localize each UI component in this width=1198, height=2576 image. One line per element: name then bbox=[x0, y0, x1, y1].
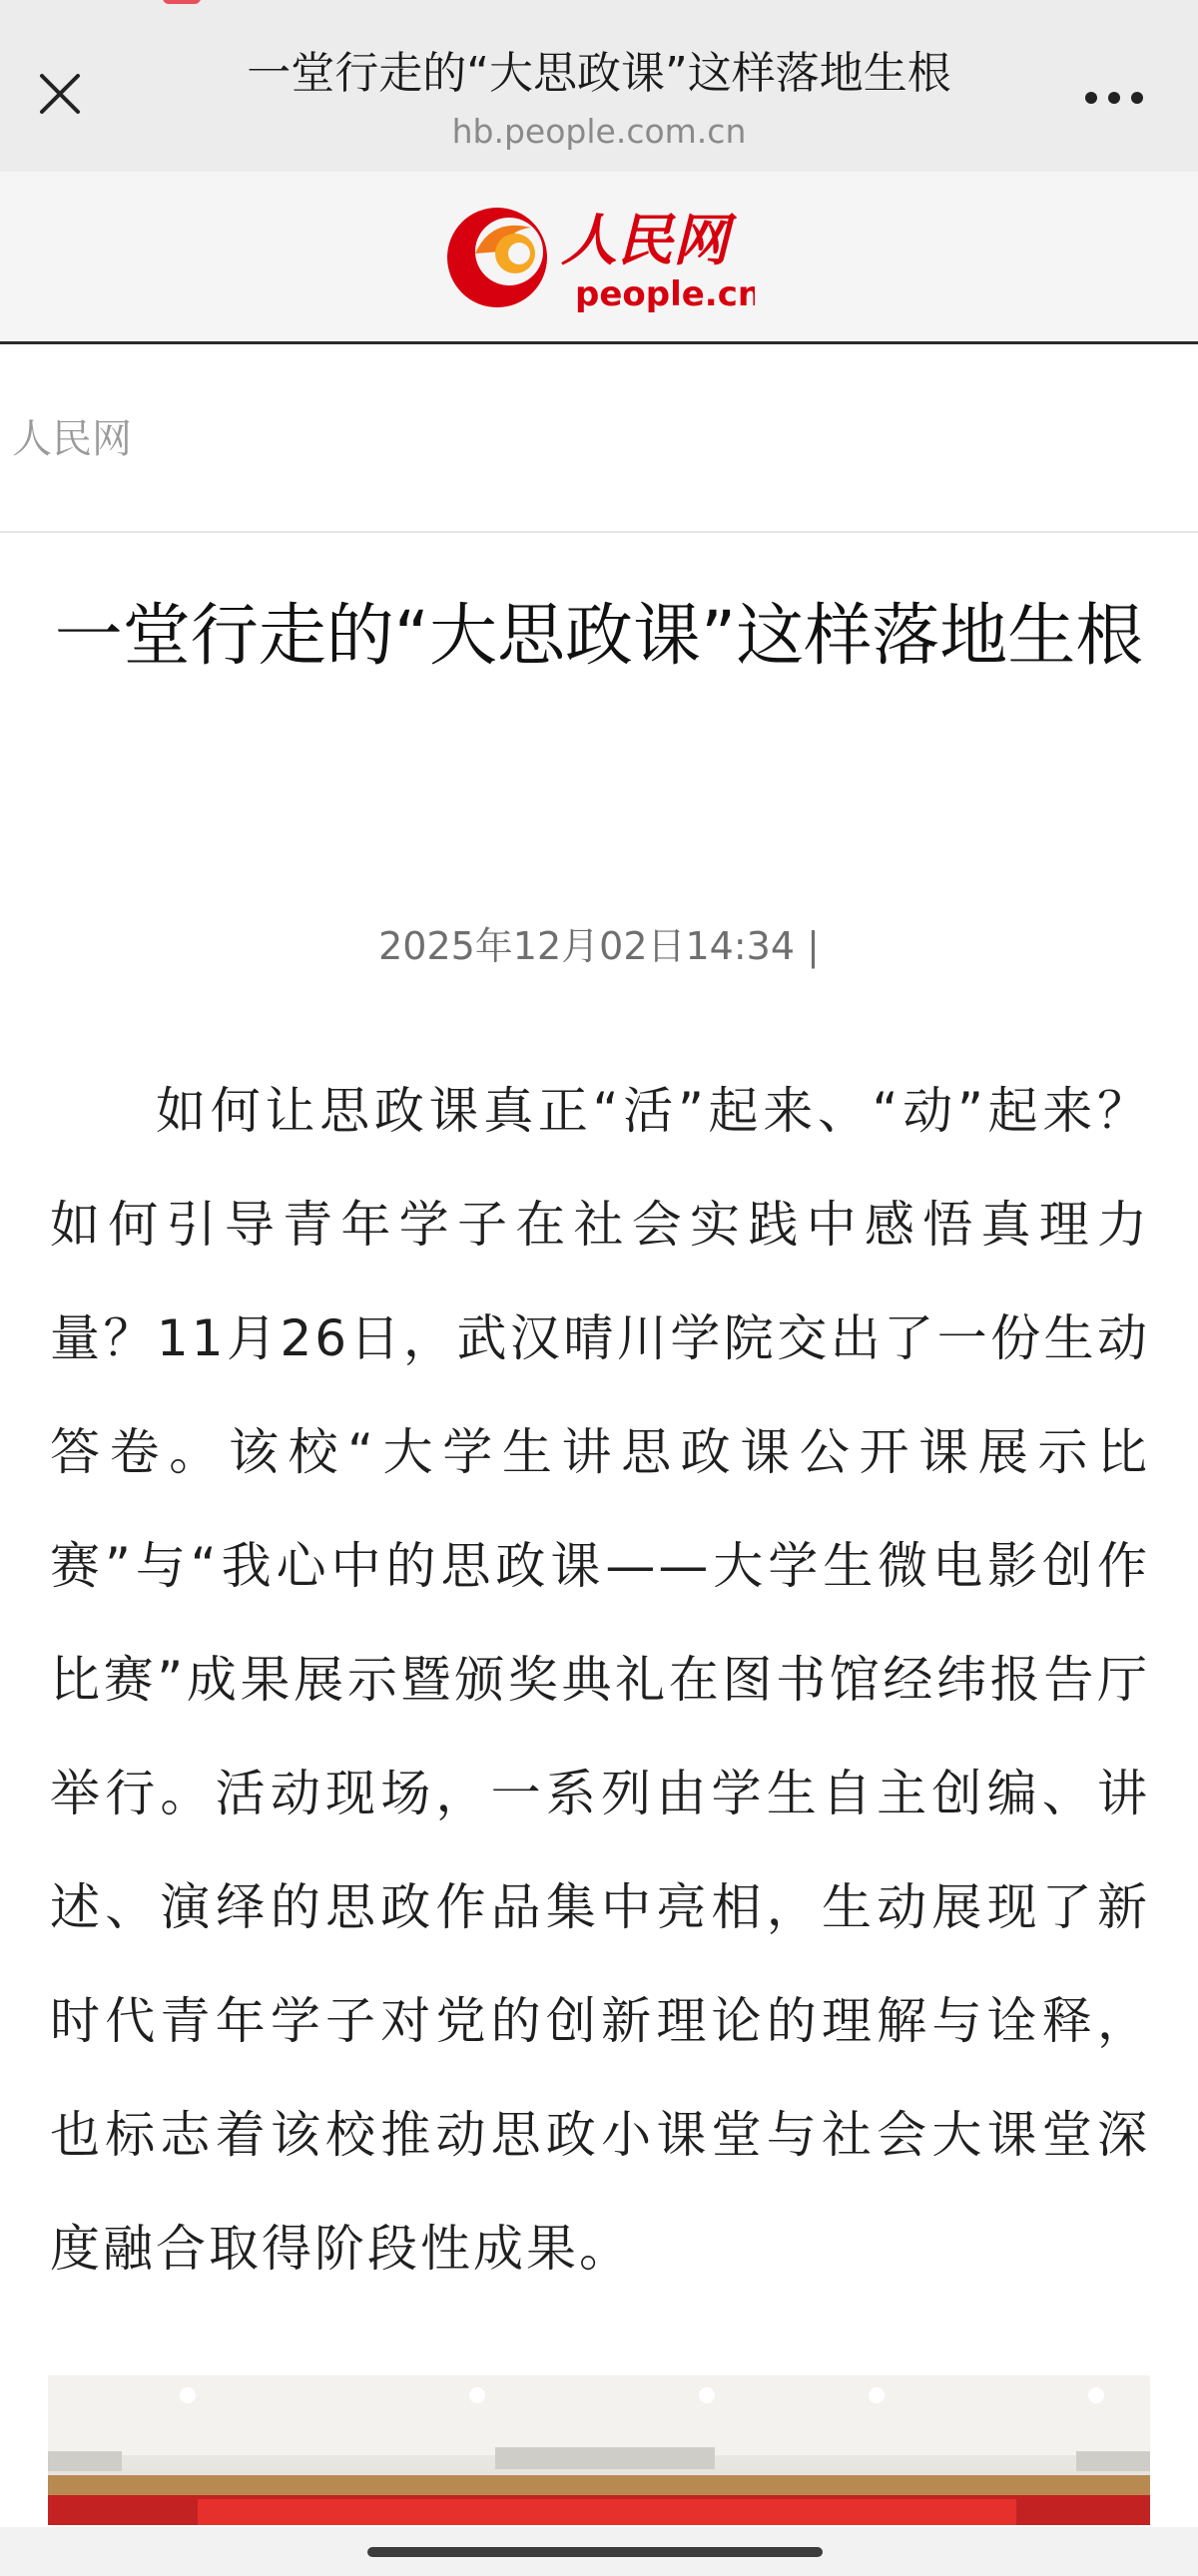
close-button[interactable] bbox=[24, 58, 96, 130]
page-title-bar: 一堂行走的“大思政课”这样落地生根 bbox=[247, 48, 951, 99]
article-paragraph: 如何让思政课真正“活”起来、“动”起来？如何引导青年学子在社会实践中感悟真理力量？11月26日，武汉晴川学院交出了一份生动答卷。该校“大学生讲思政课公开课展示比赛”与“我心中的思政课——大学生微电影创作比赛”成果展示暨颁奖典礼在图书馆经纬报告厅举行。活动现场，一系列由学生自主创编、讲述、演绎的思政作品集中亮相，生动展现了新时代青年学子对党的创新理论的理解与诠释，也标志着该校推动思政小课堂与社会大课堂深度融合取得阶段性成果。 bbox=[50, 1082, 1150, 2278]
more-button[interactable] bbox=[1078, 62, 1150, 134]
home-indicator[interactable] bbox=[367, 2547, 823, 2557]
more-dots-icon bbox=[1084, 91, 1144, 105]
article-meta-date: 2025年12月02日14:34 | bbox=[378, 924, 820, 968]
breadcrumb-people-cn[interactable]: 人民网 bbox=[12, 416, 132, 462]
people-cn-logo[interactable] bbox=[445, 194, 755, 317]
page-url: hb.people.com.cn bbox=[451, 112, 747, 151]
svg-text:people.cn: people.cn bbox=[575, 274, 755, 314]
bottom-gesture-bar bbox=[0, 2527, 1198, 2576]
browser-top-bar bbox=[0, 0, 1198, 172]
divider bbox=[0, 531, 1198, 533]
article-photo bbox=[48, 2375, 1150, 2525]
status-indicator bbox=[163, 0, 201, 4]
svg-text:人民网: 人民网 bbox=[561, 208, 729, 273]
close-icon bbox=[38, 72, 82, 116]
article-title: 一堂行走的“大思政课”这样落地生根 bbox=[54, 597, 1144, 676]
site-header bbox=[0, 172, 1198, 344]
